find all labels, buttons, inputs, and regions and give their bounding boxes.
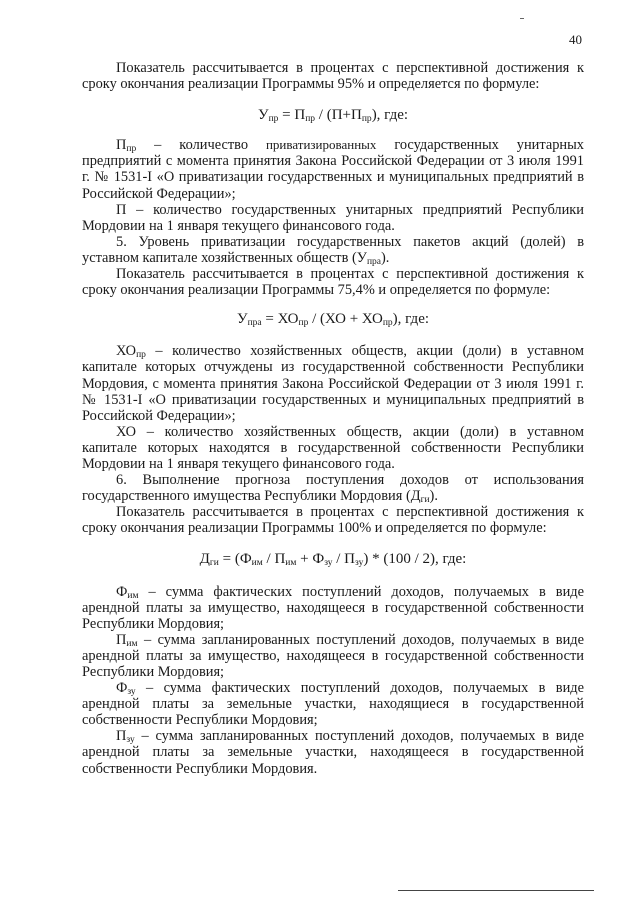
- paragraph-calc-95: Показатель рассчитывается в процентах с перспективной достижения к сроку окончания реализации Программы 95% и определяется по формуле:: [82, 60, 584, 93]
- definition-fzu: $Ф_{зу}$ – сумма фактических поступлений доходов, получаемых в виде арендной платы за земельные участки, находящиеся в государственной собственности Республики Мордовия;: [82, 680, 584, 729]
- formula-upr: $У_{пр} = П_{пр} / (П+П_{пр})$, где:: [257, 107, 409, 125]
- scan-mark: [520, 18, 524, 19]
- definition-pim: $П_{им}$ – сумма запланированных поступлений доходов, получаемых в виде арендной платы за имущество, находящееся в государственной собственности Республики Мордовия;: [82, 631, 584, 680]
- definition-pzu: $П_{зу}$ – сумма запланированных поступлений доходов, получаемых в виде арендной платы за земельные участки, находящееся в государственной собственности Республики Мордовия.: [82, 728, 584, 777]
- paragraph-calc-100: Показатель рассчитывается в процентах с перспективной достижения к сроку окончания реализации Программы 100% и определяется по формуле:: [82, 504, 584, 537]
- formula-upra: $У_{пра} = ХО_{пр} / (ХО + ХО_{пр})$, где:: [236, 311, 430, 329]
- document-body: [82, 60, 584, 777]
- section-6-heading: 6. Выполнение прогноза поступления доходов от использования государственного имущества Республики Мордовия $(Д_{ги})$.: [82, 472, 584, 506]
- section-5-heading: 5. Уровень приватизации государственных пакетов акций (долей) в уставном капитале хозяйственных обществ $(У_{пра})$.: [82, 233, 584, 267]
- scan-edge-line: [398, 890, 594, 891]
- definition-xopr: $ХО_{пр}$ – количество хозяйственных обществ, акции (доли) в уставном капитале которых отчуждены из государственной собственности Республики Мордовия, с момента принятия Закона Российской Федерации от 3 июля 1991 г. № 1531-I «О приватизации государственных и муниципальных предприятий в Российской Федерации»;: [82, 343, 584, 424]
- definition-xo: ХО – количество хозяйственных обществ, акции (доли) в уставном капитале которых находятся в государственной собственности Республики Мордовии на 1 января текущего финансового года.: [82, 423, 584, 472]
- definition-fim: $Ф_{им}$ – сумма фактических поступлений доходов, получаемых в виде арендной платы за имущество, находящееся в государственной собственности Республики Мордовия;: [82, 583, 584, 632]
- paragraph-calc-75: Показатель рассчитывается в процентах с перспективной достижения к сроку окончания реализации Программы 75,4% и определяется по формуле:: [82, 266, 584, 299]
- definition-ppr: $П_{пр}$ – количество приватизированных государственных унитарных предприятий с момента принятия Закона Российской Федерации от 3 июля 1991 г. № 1531-I «О приватизации государственных и муниципальных предприятий в Российской Федерации»;: [82, 137, 584, 202]
- definition-p: П – количество государственных унитарных предприятий Республики Мордовии на 1 января текущего финансового года.: [82, 201, 584, 234]
- formula-dgi: $Д_{ги} = (Ф_{им} / П_{им} + Ф_{зу} / П_{зу}) * (100 / 2)$, где:: [199, 551, 467, 569]
- page-number: 40: [569, 32, 582, 47]
